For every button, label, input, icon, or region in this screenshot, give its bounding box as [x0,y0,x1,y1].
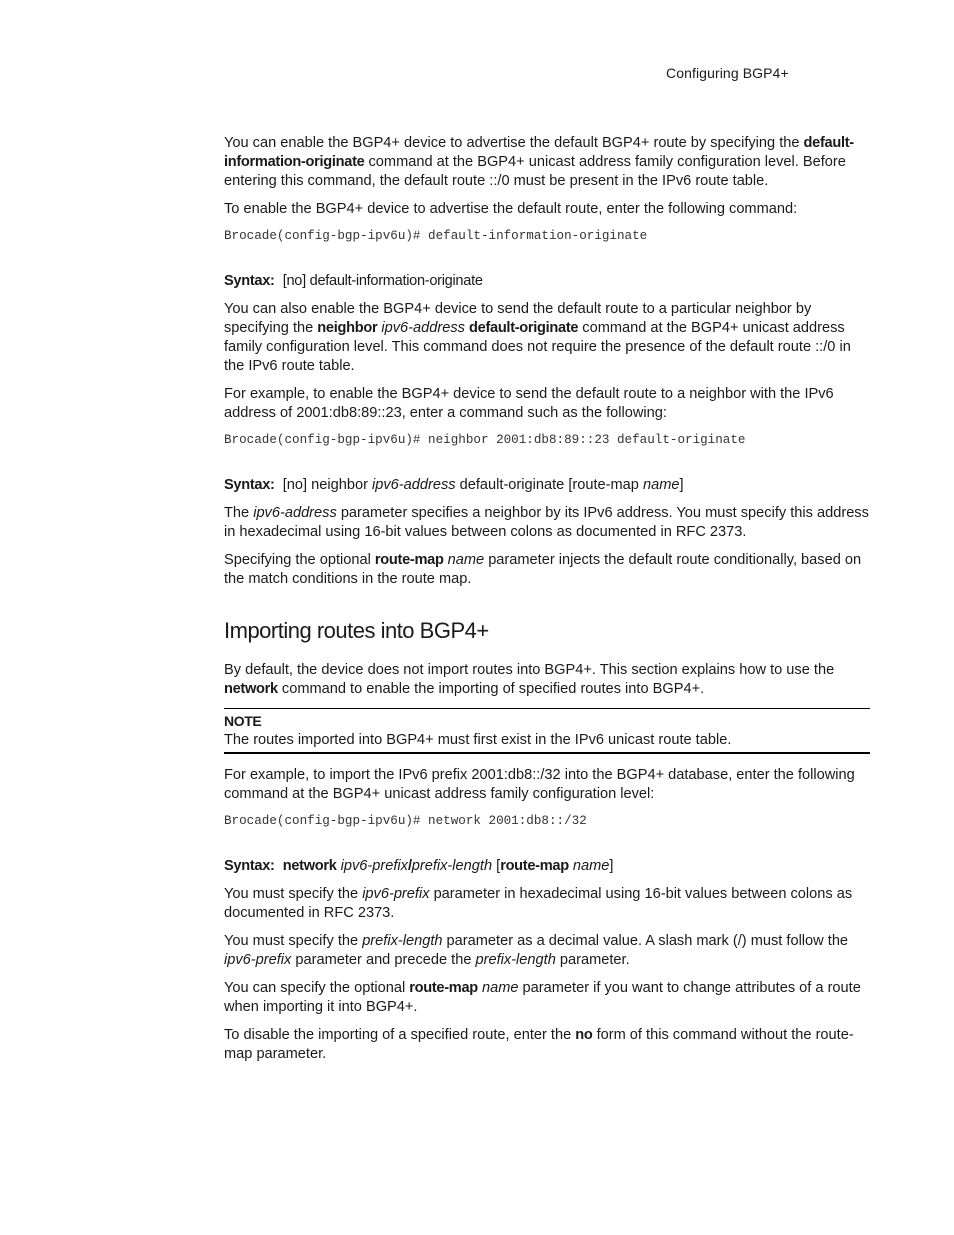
paragraph: For example, to enable the BGP4+ device to send the default route to a neighbor with the IPv6 address of 2001:db8:89::23, enter a command such as the following: [224,386,834,421]
text: parameter if you want to change attributes of a route when importing it into BGP4+. [224,980,861,1015]
text: The [224,505,254,521]
text: parameter specifies a neighbor by its IPv6 address. You must specify this address in hexadecimal using 16-bit values between colons as documented in RFC 2373. [224,505,869,540]
syntax-label: Syntax: [224,858,275,874]
code-example: Brocade(config-bgp-ipv6u)# neighbor 2001:db8:89::23 default-originate [224,433,746,447]
note-label: NOTE [224,713,262,729]
parameter: prefix-length [475,952,556,968]
code-example: Brocade(config-bgp-ipv6u)# network 2001:db8::/32 [224,814,587,828]
text: parameter as a decimal value. A slash mark (/) must follow the [442,933,849,949]
code-example: Brocade(config-bgp-ipv6u)# default-information-originate [224,229,648,243]
command-keyword: default-originate [469,320,579,336]
command-keyword: default-information-originate [224,135,854,170]
parameter: name [572,858,610,874]
command-keyword: route-map [500,858,569,874]
parameter: ipv6-prefix [224,952,292,968]
paragraph [224,134,870,191]
paragraph [224,1026,870,1064]
syntax-label: Syntax: [224,477,275,493]
syntax-command: default-originate [route-map [459,477,639,493]
parameter: ipv6-prefix [340,858,408,874]
text: parameter and precede the [291,952,476,968]
paragraph [224,979,870,1017]
parameter: prefix-length [362,933,443,949]
parameter: name [447,552,485,568]
parameter: ipv6-address [253,505,337,521]
note-text: The routes imported into BGP4+ must first exist in the IPv6 unicast route table. [224,732,732,748]
paragraph [224,932,870,970]
syntax-separator: / [407,858,412,874]
command-keyword: network [282,858,337,874]
text: You can enable the BGP4+ device to advertise the default BGP4+ route by specifying the [224,135,804,151]
syntax-line [224,857,870,876]
syntax-bracket: [ [496,858,501,874]
syntax-line [224,272,870,291]
paragraph [224,504,870,542]
syntax-command: [no] neighbor [282,477,368,493]
parameter: prefix-length [411,858,493,874]
paragraph [224,885,870,923]
section-heading: Importing routes into BGP4+ [224,618,489,643]
paragraph [224,661,870,699]
paragraph: To enable the BGP4+ device to advertise the default route, enter the following command: [224,201,798,217]
text: parameter injects the default route conditionally, based on the match conditions in the route map. [224,552,862,587]
text: parameter in hexadecimal using 16-bit values between colons as documented in RFC 2373. [224,886,853,921]
text: You must specify the [224,886,363,902]
page-content [224,134,870,1073]
running-header: Configuring BGP4+ [666,65,789,81]
paragraph: For example, to import the IPv6 prefix 2001:db8::/32 into the BGP4+ database, enter the following command at the BGP4+ unicast address family configuration level: [224,767,855,802]
text: command at the BGP4+ unicast address family configuration level. This command does not require the presence of the default route ::/0 in the IPv6 route table. [224,320,851,374]
syntax-label: Syntax: [224,273,275,289]
note-box [224,708,870,754]
syntax-command: [no] default-information-originate [282,273,483,289]
text: command to enable the importing of specified routes into BGP4+. [277,681,705,697]
syntax-line [224,476,870,495]
text: Specifying the optional [224,552,375,568]
text: By default, the device does not import routes into BGP4+. This section explains how to use the [224,662,835,678]
parameter: name [481,980,519,996]
command-keyword: route-map [409,980,478,996]
command-keyword: no [575,1027,593,1043]
text: You can also enable the BGP4+ device to send the default route to a particular neighbor by specifying the [224,301,812,336]
text: To disable the importing of a specified route, enter the [224,1027,576,1043]
parameter: ipv6-address [381,320,465,336]
parameter: ipv6-address [372,477,456,493]
text: command at the BGP4+ unicast address family configuration level. Before entering this command, the default route ::/0 must be present in the IPv6 route table. [224,154,846,189]
syntax-command: ] [679,477,684,493]
text: You can specify the optional [224,980,410,996]
paragraph [224,300,870,376]
text: parameter. [555,952,630,968]
paragraph [224,551,870,589]
syntax-bracket: ] [609,858,614,874]
text: You must specify the [224,933,363,949]
command-keyword: network [224,681,278,697]
parameter: name [642,477,680,493]
command-keyword: route-map [374,552,444,568]
command-keyword: neighbor [317,320,378,336]
text: form of this command without the route-map parameter. [224,1027,854,1062]
parameter: ipv6-prefix [362,886,430,902]
